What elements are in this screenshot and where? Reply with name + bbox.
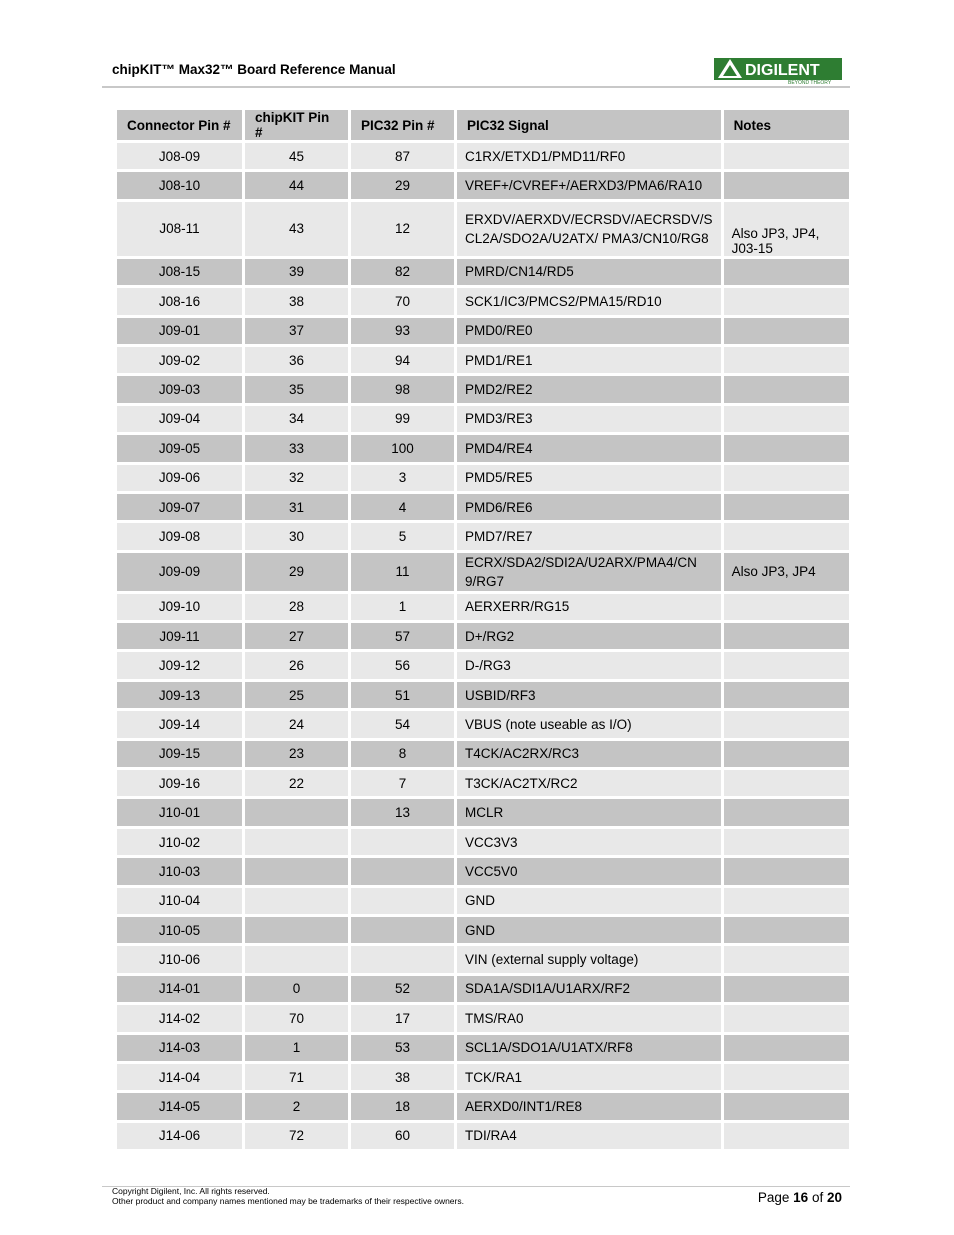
table-row <box>117 202 849 256</box>
pic32-signal-cell: T4CK/AC2RX/RC3 <box>457 741 721 767</box>
pic32-signal-cell: D+/RG2 <box>457 623 721 649</box>
pic32-signal-cell: T3CK/AC2TX/RC2 <box>457 770 721 796</box>
pic32-signal-cell: PMD5/RE5 <box>457 465 721 491</box>
notes-cell <box>724 799 849 825</box>
connector-pin-cell: J14-03 <box>117 1035 242 1061</box>
connector-pin-cell: J09-06 <box>117 465 242 491</box>
pic32-signal-cell: PMD4/RE4 <box>457 435 721 461</box>
notes-cell <box>724 829 849 855</box>
table-row <box>117 1093 849 1119</box>
pic32-signal-cell: VBUS (note useable as I/O) <box>457 711 721 737</box>
pic32-pin-cell <box>351 829 454 855</box>
table-row <box>117 917 849 943</box>
table-row <box>117 288 849 314</box>
chipkit-pin-cell: 24 <box>245 711 348 737</box>
table-row <box>117 143 849 169</box>
notes-cell <box>724 172 849 198</box>
table-row <box>117 435 849 461</box>
pic32-pin-cell: 5 <box>351 523 454 549</box>
pic32-signal-cell: VIN (external supply voltage) <box>457 946 721 972</box>
pic32-pin-cell: 13 <box>351 799 454 825</box>
notes-cell <box>724 435 849 461</box>
pic32-pin-cell: 38 <box>351 1064 454 1090</box>
connector-pin-cell: J10-03 <box>117 858 242 884</box>
table-row <box>117 172 849 198</box>
pic32-signal-cell: PMD2/RE2 <box>457 376 721 402</box>
chipkit-pin-cell: 22 <box>245 770 348 796</box>
chipkit-pin-cell: 0 <box>245 976 348 1002</box>
pic32-signal-cell: SCK1/IC3/PMCS2/PMA15/RD10 <box>457 288 721 314</box>
logo-tagline: BEYOND THEORY <box>788 80 832 84</box>
chipkit-pin-cell: 38 <box>245 288 348 314</box>
pic32-signal-cell: MCLR <box>457 799 721 825</box>
pic32-signal-cell: C1RX/ETXD1/PMD11/RF0 <box>457 143 721 169</box>
notes-cell <box>724 1123 849 1149</box>
notes-cell <box>724 711 849 737</box>
pic32-pin-cell: 18 <box>351 1093 454 1119</box>
copyright-notice <box>112 1187 464 1206</box>
chipkit-pin-cell: 36 <box>245 347 348 373</box>
table-row <box>117 1005 849 1031</box>
pic32-pin-cell <box>351 946 454 972</box>
connector-pin-cell: J08-11 <box>117 202 242 256</box>
chipkit-pin-cell: 34 <box>245 406 348 432</box>
notes-cell <box>724 1035 849 1061</box>
pic32-pin-cell: 57 <box>351 623 454 649</box>
chipkit-pin-cell: 72 <box>245 1123 348 1149</box>
notes-cell <box>724 318 849 344</box>
notes-cell <box>724 494 849 520</box>
pic32-pin-cell: 98 <box>351 376 454 402</box>
table-row <box>117 465 849 491</box>
page-header <box>102 56 850 88</box>
page-total: 20 <box>826 1190 842 1205</box>
chipkit-pin-cell: 45 <box>245 143 348 169</box>
pic32-pin-cell: 60 <box>351 1123 454 1149</box>
connector-pin-cell: J09-15 <box>117 741 242 767</box>
pic32-signal-cell: PMD7/RE7 <box>457 523 721 549</box>
chipkit-pin-cell: 29 <box>245 553 348 591</box>
notes-cell <box>724 741 849 767</box>
connector-pin-cell: J10-01 <box>117 799 242 825</box>
column-header-chipkit-pin: chipKIT Pin # <box>245 110 348 140</box>
pic32-pin-cell: 51 <box>351 682 454 708</box>
page-number <box>758 1190 842 1205</box>
connector-pin-cell: J10-05 <box>117 917 242 943</box>
notes-cell <box>724 465 849 491</box>
pic32-pin-cell <box>351 858 454 884</box>
pic32-pin-cell: 94 <box>351 347 454 373</box>
copyright-line: Copyright Digilent, Inc. All rights reserved. <box>112 1186 270 1196</box>
chipkit-pin-cell: 25 <box>245 682 348 708</box>
table-row <box>117 553 849 591</box>
pic32-signal-cell: VCC5V0 <box>457 858 721 884</box>
pic32-pin-cell: 87 <box>351 143 454 169</box>
digilent-logo <box>714 56 842 84</box>
notes-cell: Also JP3, JP4 <box>724 553 849 591</box>
notes-cell <box>724 682 849 708</box>
connector-pin-cell: J09-11 <box>117 623 242 649</box>
table-row <box>117 1123 849 1149</box>
table-row <box>117 770 849 796</box>
connector-pin-cell: J10-04 <box>117 888 242 914</box>
pic32-signal-cell: GND <box>457 888 721 914</box>
pic32-signal-cell: TDI/RA4 <box>457 1123 721 1149</box>
table-row <box>117 259 849 285</box>
table-row <box>117 623 849 649</box>
connector-pin-cell: J09-09 <box>117 553 242 591</box>
connector-pin-cell: J09-01 <box>117 318 242 344</box>
connector-pin-cell: J10-02 <box>117 829 242 855</box>
notes-cell <box>724 946 849 972</box>
notes-cell <box>724 888 849 914</box>
pic32-pin-cell: 56 <box>351 652 454 678</box>
connector-pin-cell: J09-08 <box>117 523 242 549</box>
connector-pin-cell: J08-15 <box>117 259 242 285</box>
notes-cell <box>724 976 849 1002</box>
pin-mapping-table <box>114 107 852 1152</box>
chipkit-pin-cell: 39 <box>245 259 348 285</box>
table-row <box>117 347 849 373</box>
notes-cell <box>724 1005 849 1031</box>
connector-pin-cell: J14-02 <box>117 1005 242 1031</box>
pic32-signal-cell: PMD0/RE0 <box>457 318 721 344</box>
notes-cell <box>724 259 849 285</box>
pic32-signal-cell: SCL1A/SDO1A/U1ATX/RF8 <box>457 1035 721 1061</box>
notes-cell <box>724 858 849 884</box>
notes-cell <box>724 652 849 678</box>
table-row <box>117 888 849 914</box>
chipkit-pin-cell <box>245 888 348 914</box>
column-header-pic32-pin: PIC32 Pin # <box>351 110 454 140</box>
pic32-pin-cell: 99 <box>351 406 454 432</box>
pic32-signal-cell: GND <box>457 917 721 943</box>
chipkit-pin-cell: 27 <box>245 623 348 649</box>
notes-cell <box>724 770 849 796</box>
pic32-pin-cell: 12 <box>351 202 454 256</box>
table-row <box>117 976 849 1002</box>
notes-cell: Also JP3, JP4, J03-15 <box>724 202 849 256</box>
notes-cell <box>724 288 849 314</box>
pic32-signal-cell: USBID/RF3 <box>457 682 721 708</box>
chipkit-pin-cell: 70 <box>245 1005 348 1031</box>
connector-pin-cell: J09-07 <box>117 494 242 520</box>
document-title: chipKIT™ Max32™ Board Reference Manual <box>112 62 396 77</box>
column-header-connector-pin: Connector Pin # <box>117 110 242 140</box>
chipkit-pin-cell: 2 <box>245 1093 348 1119</box>
chipkit-pin-cell: 37 <box>245 318 348 344</box>
table-row <box>117 652 849 678</box>
connector-pin-cell: J09-14 <box>117 711 242 737</box>
connector-pin-cell: J09-16 <box>117 770 242 796</box>
pic32-pin-cell: 11 <box>351 553 454 591</box>
table-row <box>117 741 849 767</box>
logo-text: DIGILENT <box>745 62 820 79</box>
chipkit-pin-cell <box>245 946 348 972</box>
chipkit-pin-cell: 35 <box>245 376 348 402</box>
page-current: 16 <box>793 1190 809 1205</box>
connector-pin-cell: J14-01 <box>117 976 242 1002</box>
chipkit-pin-cell <box>245 829 348 855</box>
table-row <box>117 829 849 855</box>
pic32-pin-cell: 70 <box>351 288 454 314</box>
column-header-notes: Notes <box>724 110 849 140</box>
pic32-pin-cell: 7 <box>351 770 454 796</box>
pic32-signal-cell: VREF+/CVREF+/AERXD3/PMA6/RA10 <box>457 172 721 198</box>
pic32-pin-cell: 100 <box>351 435 454 461</box>
page-prefix: Page <box>757 1190 794 1205</box>
chipkit-pin-cell: 1 <box>245 1035 348 1061</box>
chipkit-pin-cell: 44 <box>245 172 348 198</box>
connector-pin-cell: J09-13 <box>117 682 242 708</box>
pic32-signal-cell: PMD3/RE3 <box>457 406 721 432</box>
chipkit-pin-cell: 32 <box>245 465 348 491</box>
chipkit-pin-cell: 71 <box>245 1064 348 1090</box>
table-body <box>117 143 849 1149</box>
connector-pin-cell: J14-05 <box>117 1093 242 1119</box>
notes-cell <box>724 376 849 402</box>
pic32-signal-cell: D-/RG3 <box>457 652 721 678</box>
chipkit-pin-cell: 28 <box>245 594 348 620</box>
chipkit-pin-cell <box>245 799 348 825</box>
pic32-pin-cell: 52 <box>351 976 454 1002</box>
notes-cell <box>724 594 849 620</box>
connector-pin-cell: J14-04 <box>117 1064 242 1090</box>
table-row <box>117 1064 849 1090</box>
connector-pin-cell: J10-06 <box>117 946 242 972</box>
pic32-pin-cell: 93 <box>351 318 454 344</box>
chipkit-pin-cell: 30 <box>245 523 348 549</box>
chipkit-pin-cell <box>245 917 348 943</box>
table-row <box>117 711 849 737</box>
notes-cell <box>724 917 849 943</box>
connector-pin-cell: J09-12 <box>117 652 242 678</box>
table-row <box>117 946 849 972</box>
chipkit-pin-cell: 26 <box>245 652 348 678</box>
pic32-pin-cell: 8 <box>351 741 454 767</box>
notes-cell <box>724 523 849 549</box>
pic32-signal-cell: SDA1A/SDI1A/U1ARX/RF2 <box>457 976 721 1002</box>
connector-pin-cell: J08-10 <box>117 172 242 198</box>
pic32-signal-cell: TCK/RA1 <box>457 1064 721 1090</box>
pic32-pin-cell: 29 <box>351 172 454 198</box>
connector-pin-cell: J09-10 <box>117 594 242 620</box>
connector-pin-cell: J14-06 <box>117 1123 242 1149</box>
chipkit-pin-cell: 23 <box>245 741 348 767</box>
pic32-signal-cell: TMS/RA0 <box>457 1005 721 1031</box>
pic32-signal-cell: AERXD0/INT1/RE8 <box>457 1093 721 1119</box>
table-row <box>117 523 849 549</box>
pic32-pin-cell <box>351 888 454 914</box>
pic32-pin-cell: 82 <box>351 259 454 285</box>
pic32-signal-cell: VCC3V3 <box>457 829 721 855</box>
pic32-signal-cell: PMD1/RE1 <box>457 347 721 373</box>
table-row <box>117 682 849 708</box>
pic32-pin-cell <box>351 917 454 943</box>
page-separator: of <box>808 1190 827 1205</box>
chipkit-pin-cell <box>245 858 348 884</box>
pic32-signal-cell: AERXERR/RG15 <box>457 594 721 620</box>
pic32-pin-cell: 1 <box>351 594 454 620</box>
header-divider <box>102 86 850 88</box>
notes-cell <box>724 347 849 373</box>
pic32-pin-cell: 54 <box>351 711 454 737</box>
notes-cell <box>724 623 849 649</box>
chipkit-pin-cell: 31 <box>245 494 348 520</box>
connector-pin-cell: J08-09 <box>117 143 242 169</box>
table-row <box>117 594 849 620</box>
notes-cell <box>724 406 849 432</box>
table-row <box>117 406 849 432</box>
notes-cell <box>724 1093 849 1119</box>
table-row <box>117 858 849 884</box>
connector-pin-cell: J09-04 <box>117 406 242 432</box>
connector-pin-cell: J09-02 <box>117 347 242 373</box>
pic32-signal-cell: ERXDV/AERXDV/ECRSDV/AECRSDV/S CL2A/SDO2A/U2ATX/ PMA3/CN10/RG8 <box>457 202 721 256</box>
column-header-pic32-signal: PIC32 Signal <box>457 110 721 140</box>
connector-pin-cell: J09-03 <box>117 376 242 402</box>
pic32-signal-cell: ECRX/SDA2/SDI2A/U2ARX/PMA4/CN 9/RG7 <box>457 553 721 591</box>
pic32-pin-cell: 4 <box>351 494 454 520</box>
chipkit-pin-cell: 33 <box>245 435 348 461</box>
table-row <box>117 318 849 344</box>
connector-pin-cell: J09-05 <box>117 435 242 461</box>
table-header-row <box>117 110 849 140</box>
table-row <box>117 799 849 825</box>
pic32-signal-cell: PMRD/CN14/RD5 <box>457 259 721 285</box>
notes-cell <box>724 143 849 169</box>
connector-pin-cell: J08-16 <box>117 288 242 314</box>
trademark-line: Other product and company names mentioned may be trademarks of their respective owners. <box>112 1195 464 1206</box>
pic32-pin-cell: 3 <box>351 465 454 491</box>
pic32-pin-cell: 17 <box>351 1005 454 1031</box>
table-row <box>117 1035 849 1061</box>
table-row <box>117 494 849 520</box>
chipkit-pin-cell: 43 <box>245 202 348 256</box>
notes-cell <box>724 1064 849 1090</box>
table-row <box>117 376 849 402</box>
pic32-pin-cell: 53 <box>351 1035 454 1061</box>
pic32-signal-cell: PMD6/RE6 <box>457 494 721 520</box>
